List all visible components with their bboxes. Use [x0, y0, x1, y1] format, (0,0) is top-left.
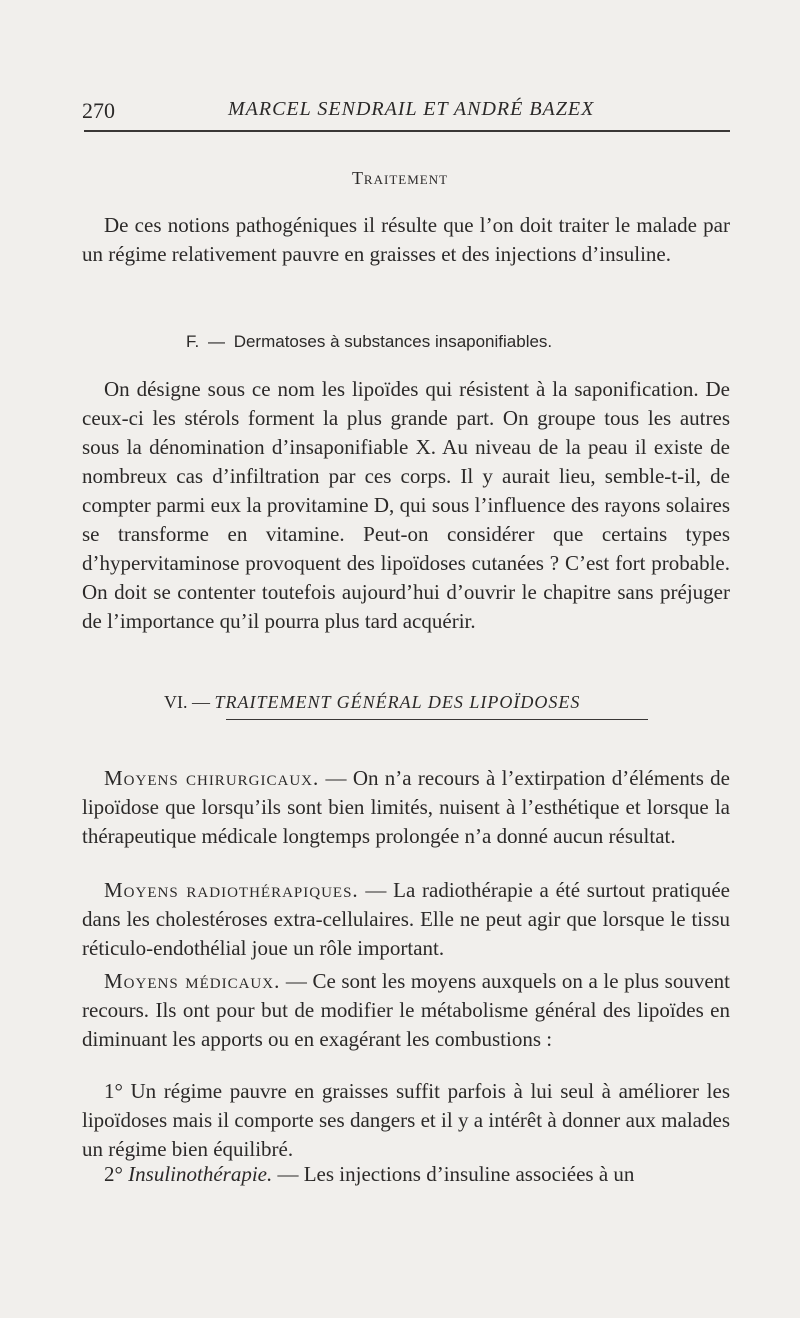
text-moyens-chirurgicaux: — On n’a recours à l’extirpation d’éléments de lipoïdose que lorsqu’ils sont bien limités, nuisent à l’esthétique et lorsque la thérapeutique médicale longtemps prolongée n’a donné aucun résultat.: [82, 766, 730, 848]
subsection-heading: [186, 332, 552, 352]
paragraph-moyens-chirurgicaux: [82, 764, 730, 851]
item-2-number: 2°: [104, 1162, 123, 1186]
subsection-dash: —: [207, 332, 225, 351]
subsection-label: F.: [186, 332, 200, 351]
chapter-number: VI.: [164, 692, 188, 712]
running-title: MARCEL SENDRAIL ET ANDRÉ BAZEX: [228, 98, 595, 120]
list-item-1: [82, 1077, 730, 1164]
item-1-number: 1°: [104, 1079, 123, 1103]
item-2-title: Insulinothérapie.: [128, 1162, 273, 1186]
paragraph-moyens-medicaux: [82, 967, 730, 1054]
page-number: 270: [82, 98, 115, 123]
header-rule: [84, 130, 730, 132]
item-2-text: — Les injections d’insuline associées à un: [272, 1162, 635, 1186]
heading-moyens-radiotherapiques: Moyens radiothérapiques.: [104, 878, 359, 902]
paragraph-moyens-radiotherapiques: [82, 876, 730, 963]
text-moyens-medicaux: — Ce sont les moyens auxquels on a le plus souvent recours. Ils ont pour but de modifier le métabolisme général des lipoïdes en diminuant les apports ou en exagérant les combustions :: [82, 969, 730, 1051]
heading-moyens-chirurgicaux: Moyens chirurgicaux.: [104, 766, 320, 790]
chapter-dash: —: [192, 692, 210, 712]
item-1-text: Un régime pauvre en graisses suffit parfois à lui seul à améliorer les lipoïdoses mais il comporte ses dangers et il y a intérêt à donner aux malades un régime bien équilibré.: [82, 1079, 730, 1161]
section-title: Traitement: [351, 168, 449, 188]
heading-moyens-medicaux: Moyens médicaux.: [104, 969, 281, 993]
chapter-underline: [226, 719, 648, 720]
paragraph-insaponifiables: On désigne sous ce nom les lipoïdes qui résistent à la saponification. De ceux-ci les stérols forment la plus grande part. On groupe tous les autres sous la dénomination d’insaponifiable X. Au niveau de la peau il existe de nombreux cas d’infiltration par ces corps. Il y aurait lieu, semble-t-il, de compter parmi eux la provitamine D, qui sous l’influence des rayons solaires se transforme en vitamine. Peut-on considérer que certains types d’hypervitaminose provoquent des lipoïdoses cutanées ? C’est fort probable. On doit se contenter toutefois aujourd’hui d’ouvrir le chapitre sans préjuger de l’importance qu’il pourra plus tard acquérir.: [82, 377, 730, 633]
paragraph-traitement: De ces notions pathogéniques il résulte que l’on doit traiter le malade par un régime relativement pauvre en graisses et des injections d’insuline.: [82, 213, 730, 266]
text-moyens-radiotherapiques: — La radiothérapie a été surtout pratiquée dans les cholestéroses extra-cellulaires. Elle ne peut agir que lorsque le tissu réticulo-endothélial joue un rôle important.: [82, 878, 730, 960]
chapter-heading: [164, 692, 580, 713]
subsection-title: Dermatoses à substances insaponifiables.: [233, 332, 553, 351]
chapter-title: TRAITEMENT GÉNÉRAL DES LIPOÏDOSES: [214, 692, 581, 712]
list-item-2: [82, 1160, 730, 1189]
